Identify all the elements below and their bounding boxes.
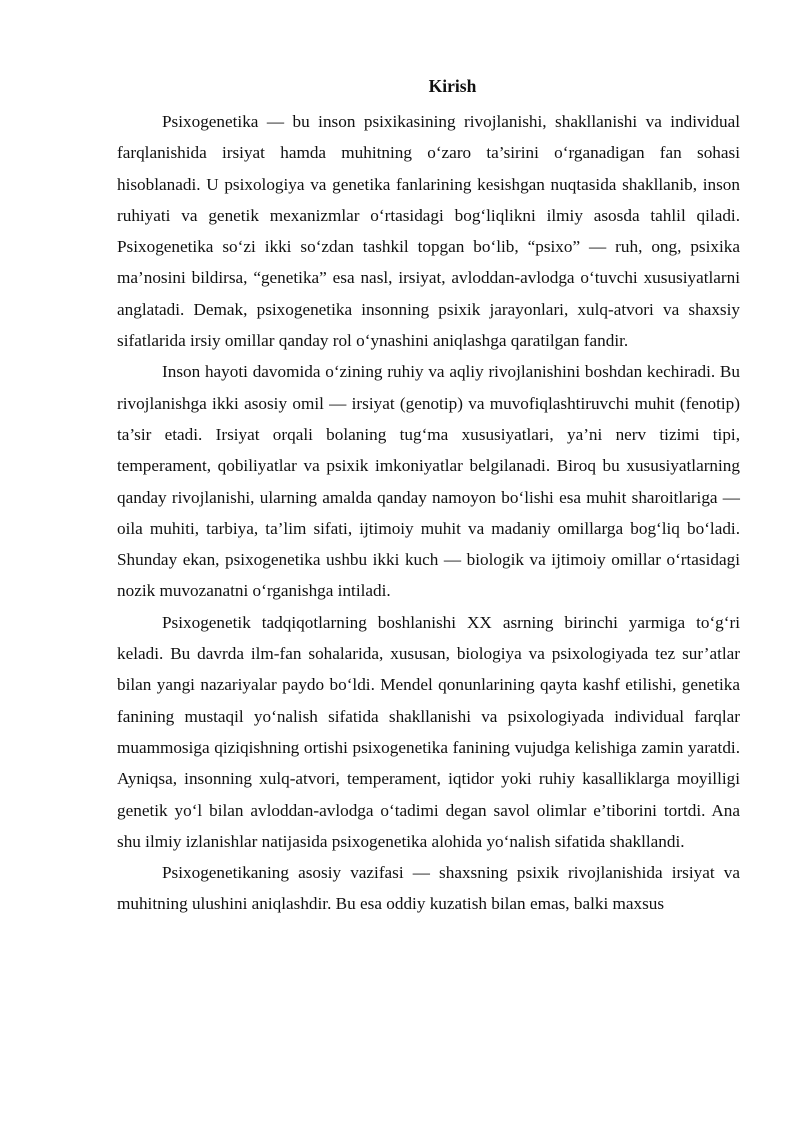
paragraph-development: Inson hayoti davomida o‘zining ruhiy va aqliy rivojlanishini boshdan kechiradi. Bu rivojlanishga ikki asosiy omil — irsiyat (genotip) va muvofiqlashtiruvchi muhit (fenotip) ta’sir etadi. Irsiyat orqali bolaning tug‘ma xususiyatlari, ya’ni nerv tizimi tipi, temperament, qobiliyatlar va psixik imkoniyatlar belgilanadi. Biroq bu xususiyatlarning qanday rivojlanishi, ularning amalda qanday namoyon bo‘lishi esa muhit sharoitlariga — oila muhiti, tarbiya, ta’lim sifati, ijtimoiy muhit va madaniy omillarga bog‘liq bo‘ladi. Shunday ekan, psixogenetika ushbu ikki kuch — biologik va ijtimoiy omillar o‘rtasidagi nozik muvozanatni o‘rganishga intiladi. bbox=[117, 362, 740, 601]
paragraph-history: Psixogenetik tadqiqotlarning boshlanishi XX asrning birinchi yarmiga to‘g‘ri keladi. Bu davrda ilm-fan sohalarida, xususan, biologiya va psixologiyada tez sur’atlar bilan yangi nazariyalar paydo bo‘ldi. Mendel qonunlarining qayta kashf etilishi, genetika fanining mustaqil yo‘nalish sifatida shakllanishi va psixologiyada individual farqlar muammosiga qiziqishning ortishi psixogenetika fanining vujudga kelishiga zamin yaratdi. Ayniqsa, insonning xulq-atvori, temperament, iqtidor yoki ruhiy kasalliklarga moyilligi genetik yo‘l bilan avloddan-avlodga o‘tadimi degan savol olimlar e’tiborini tortdi. Ana shu ilmiy izlanishlar natijasida psixogenetika alohida yo‘nalish sifatida shakllandi. bbox=[117, 612, 740, 851]
document-body bbox=[117, 106, 740, 920]
paragraph-intro: Psixogenetika — bu inson psixikasining rivojlanishi, shakllanishi va individual farqlanishida irsiyat hamda muhitning o‘zaro ta’sirini o‘rganadigan fan sohasi hisoblanadi. U psixologiya va genetika fanlarining kesishgan nuqtasida shakllanib, inson ruhiyati va genetik mexanizmlar o‘rtasidagi bog‘liqlikni ilmiy asosda tahlil qiladi. Psixogenetika so‘zi ikki so‘zdan tashkil topgan bo‘lib, “psixo” — ruh, ong, psixika ma’nosini bildirsa, “genetika” esa nasl, irsiyat, avloddan-avlodga o‘tuvchi xususiyatlarni anglatadi. Demak, psixogenetika insonning psixik jarayonlari, xulq-atvori va shaxsiy sifatlarida irsiy omillar qanday rol o‘ynashini aniqlashga qaratilgan fandir. bbox=[117, 112, 740, 351]
section-title: Kirish bbox=[428, 76, 477, 96]
paragraph-main-task: Psixogenetikaning asosiy vazifasi — shaxsning psixik rivojlanishida irsiyat va muhitning ulushini aniqlashdir. Bu esa oddiy kuzatish bilan emas, balki maxsus bbox=[117, 863, 740, 914]
